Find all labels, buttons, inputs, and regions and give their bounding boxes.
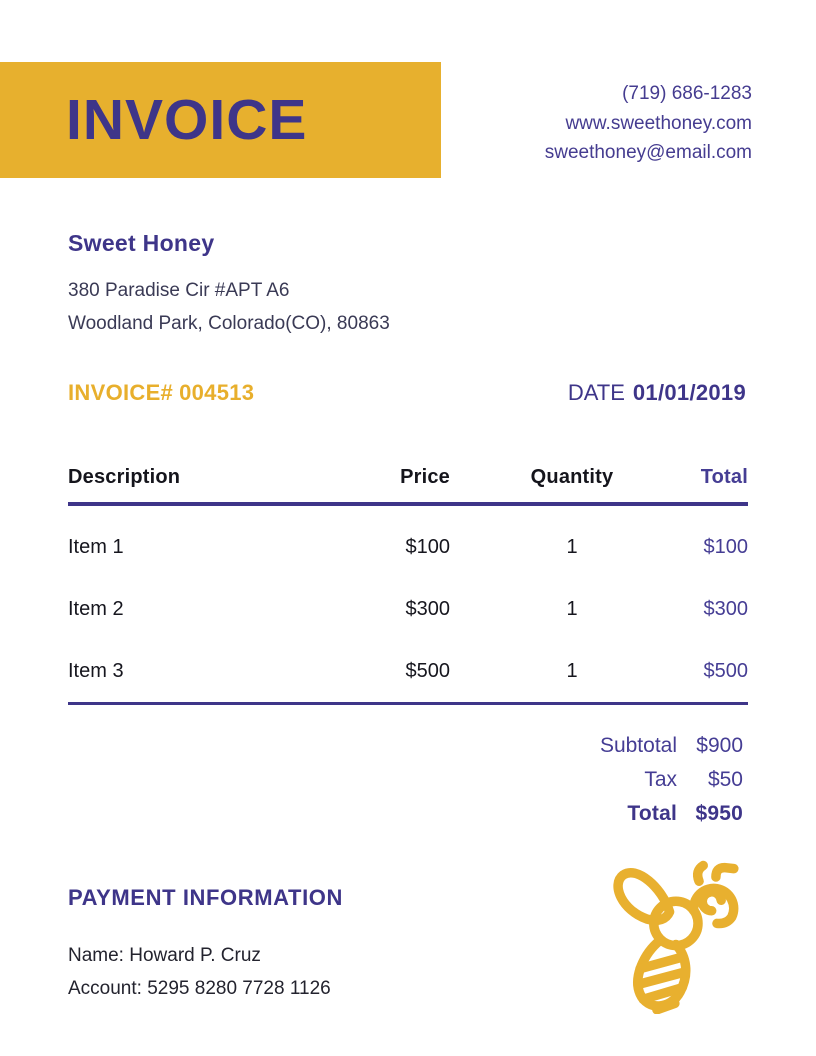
bee-icon [608,856,748,1014]
subtotal-line [600,729,743,763]
cell-total: $500 [703,659,748,682]
tax-value: $50 [707,768,743,791]
items-table [68,466,748,705]
invoice-title: INVOICE [66,88,308,152]
invoice-number-value: 004513 [179,380,255,405]
cell-total: $100 [703,535,748,558]
table-row [68,516,748,578]
invoice-number-label: INVOICE# [68,380,174,405]
cell-quantity: 1 [566,659,578,682]
table-header-divider [68,502,748,506]
header-quantity: Quantity [530,466,614,488]
payment-account-line: Account: 5295 8280 7728 1126 [68,978,331,999]
summary-block [600,729,743,831]
header-total: Total [700,466,748,488]
cell-quantity: 1 [566,535,578,558]
table-bottom-divider [68,702,748,705]
invoice-meta-row [68,380,746,406]
invoice-date-value: 01/01/2019 [632,380,746,405]
invoice-date [568,380,746,406]
contact-phone: (719) 686-1283 [622,83,752,104]
subtotal-label: Subtotal [599,734,677,757]
address-line-1: 380 Paradise Cir #APT A6 [68,280,290,301]
payment-block [68,885,343,1005]
invoice-banner [0,62,441,178]
cell-description: Item 3 [68,659,124,682]
invoice-number [68,380,254,406]
company-address [68,274,390,340]
tax-line [600,763,743,797]
subtotal-value: $900 [696,734,743,757]
company-name: Sweet Honey [68,230,215,256]
cell-quantity: 1 [566,597,578,620]
cell-price: $500 [405,659,450,682]
address-line-2: Woodland Park, Colorado(CO), 80863 [68,313,390,334]
contact-block [545,79,752,168]
cell-total: $300 [703,597,748,620]
invoice-date-label: DATE [567,380,625,405]
cell-description: Item 2 [68,597,124,620]
total-label: Total [627,802,677,825]
payment-name-line: Name: Howard P. Cruz [68,945,261,966]
contact-email: sweethoney@email.com [544,142,752,163]
company-block [68,230,390,340]
cell-price: $300 [405,597,450,620]
contact-website: www.sweethoney.com [565,112,752,134]
tax-label: Tax [644,768,677,791]
cell-description: Item 1 [68,535,124,558]
header-price: Price [400,466,450,488]
table-row [68,578,748,640]
cell-price: $100 [405,535,450,558]
total-value: $950 [695,802,743,825]
table-header-row [68,466,748,489]
header-description: Description [68,466,181,488]
total-line [600,797,743,831]
table-row [68,640,748,702]
table-body [68,516,748,702]
payment-heading: PAYMENT INFORMATION [68,885,343,910]
